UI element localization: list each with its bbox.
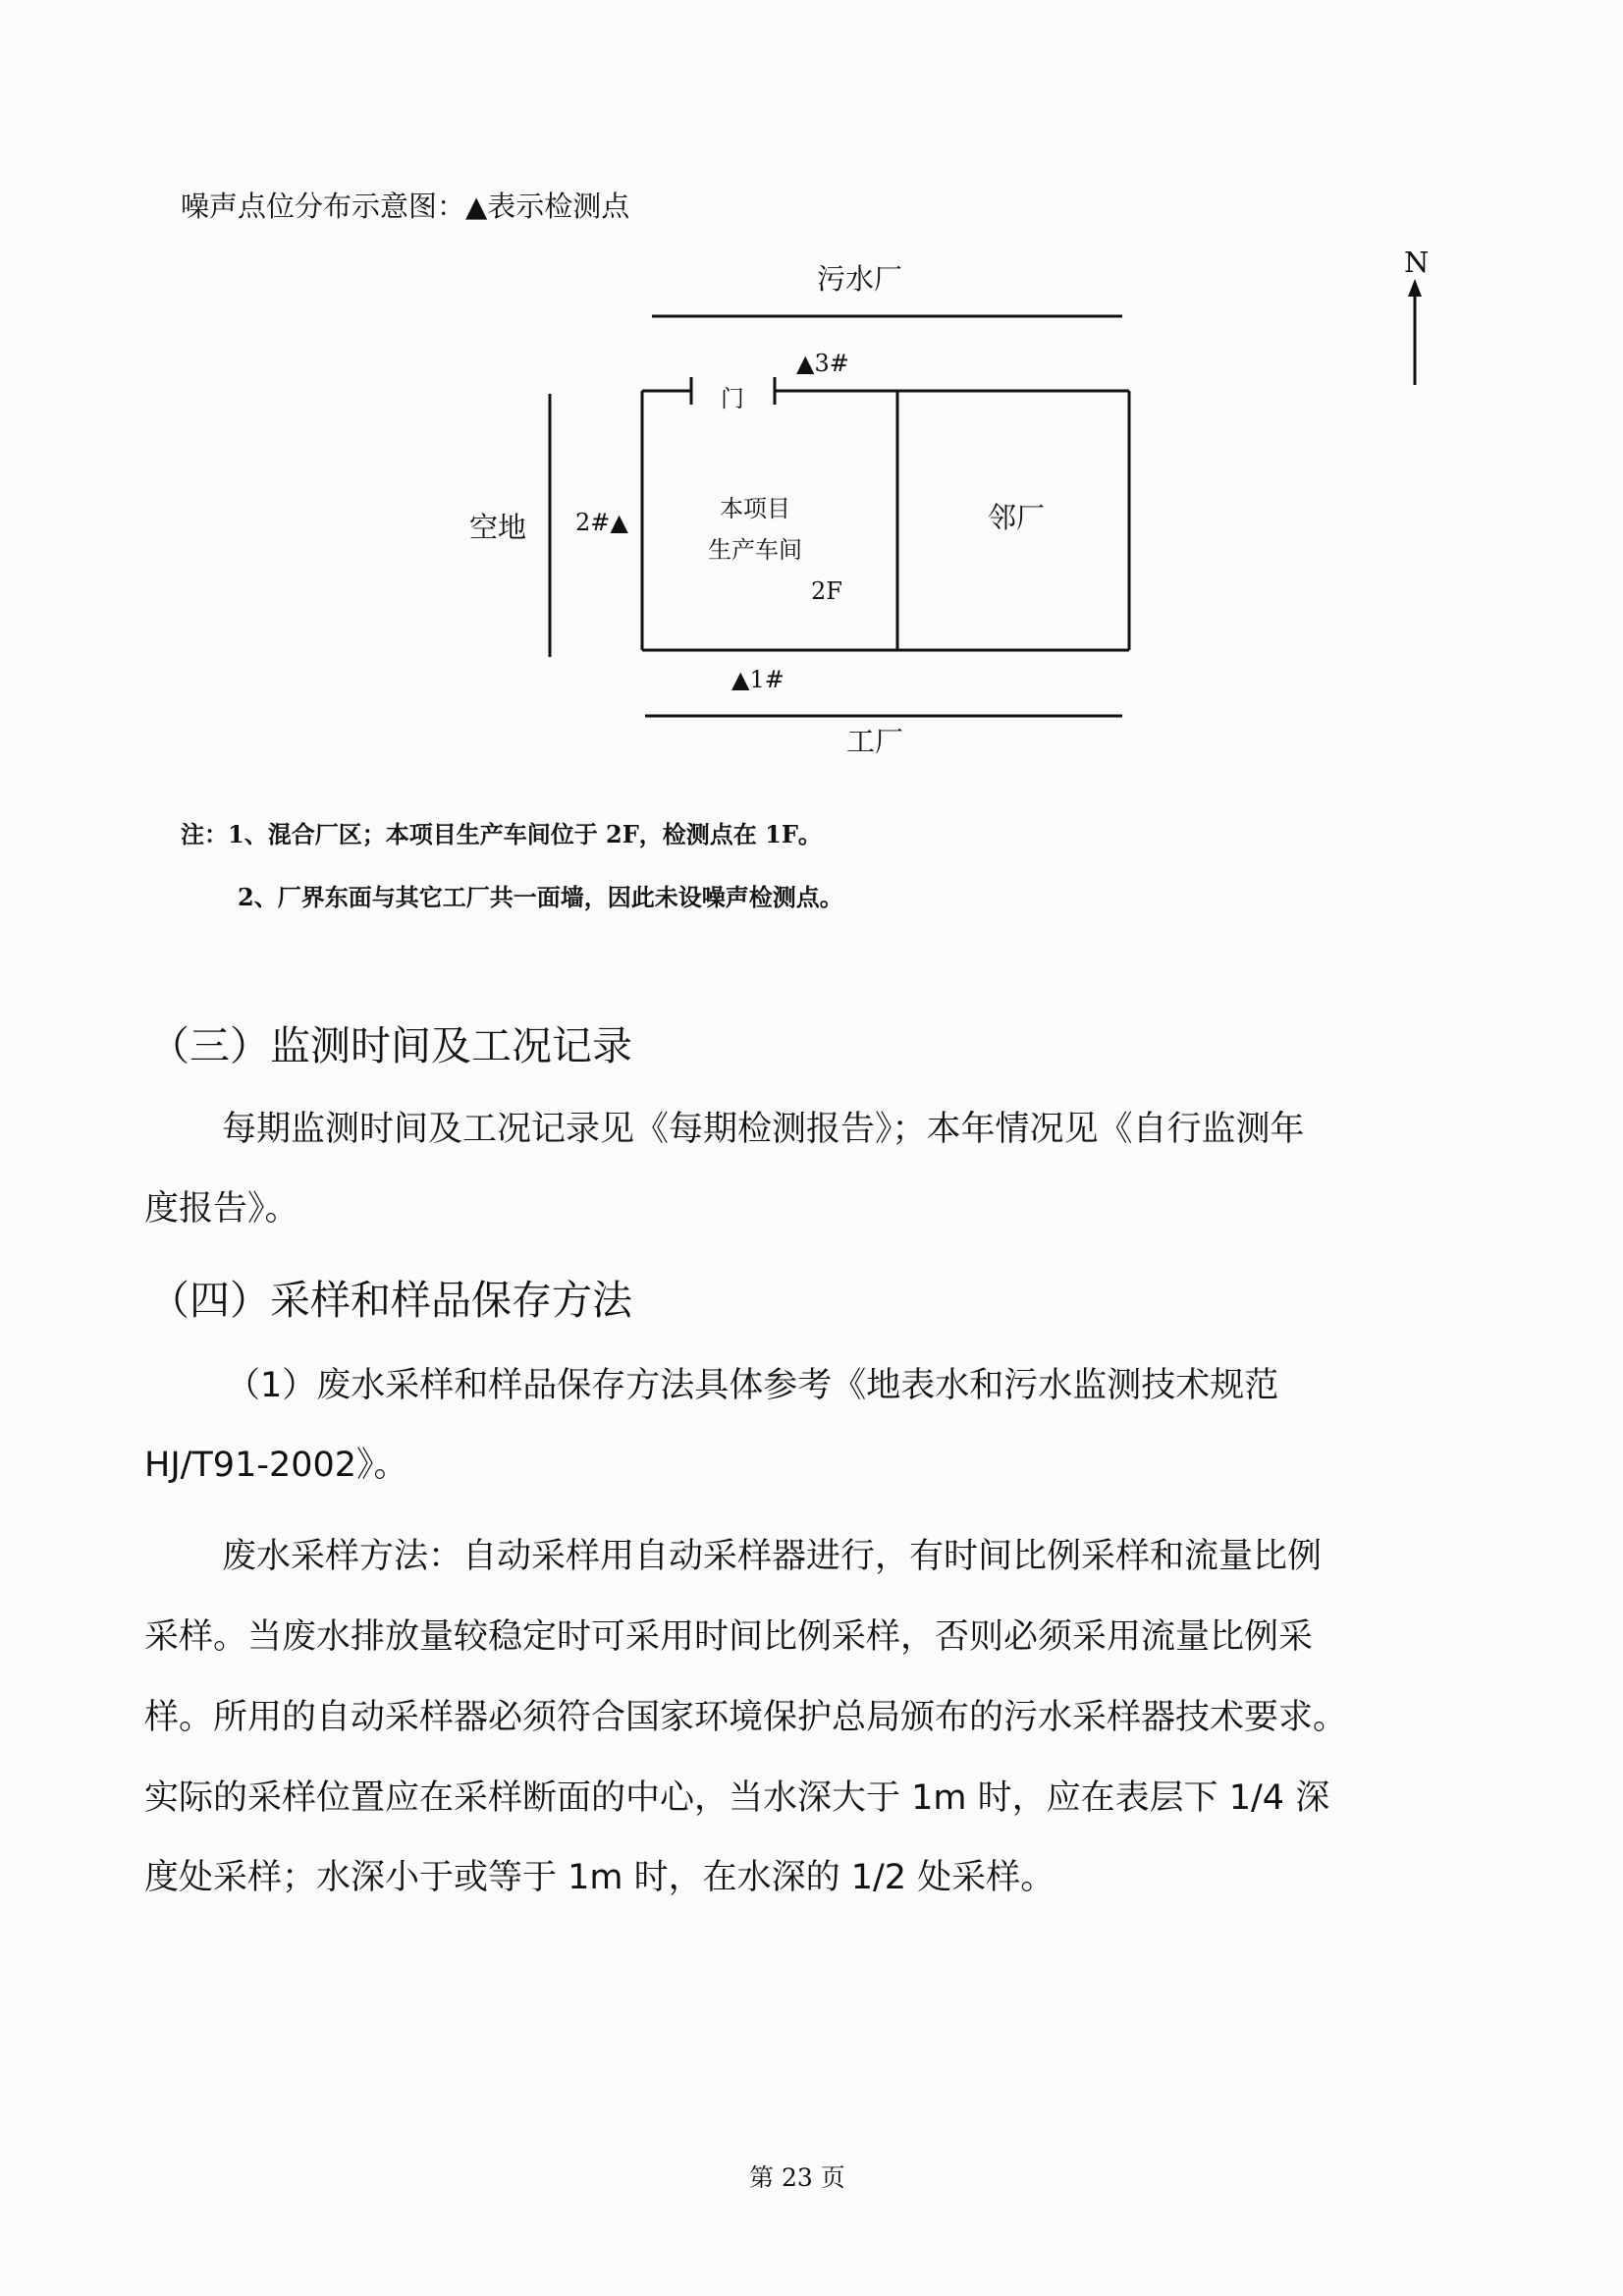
section-4-para2-line-3: 样。所用的自动采样器必须符合国家环境保护总局颁布的污水采样器技术要求。: [144, 1698, 1348, 1737]
section-3-line-1: 每期监测时间及工况记录见《每期检测报告》；本年情况见《自行监测年: [222, 1110, 1305, 1149]
workshop-label-line2: 生产车间: [708, 536, 802, 564]
neighbor-factory-label: 邻厂: [988, 501, 1046, 534]
section-4-para2-line-1: 废水采样方法：自动采样用自动采样器进行，有时间比例采样和流量比例: [222, 1537, 1323, 1576]
page-number: 第 23 页: [749, 2163, 845, 2192]
vacant-land-label: 空地: [469, 511, 527, 544]
section-4-heading: （四）采样和样品保存方法: [149, 1277, 632, 1324]
section-4-para1-line-1: （1）废水采样和样品保存方法具体参考《地表水和污水监测技术规范: [226, 1366, 1279, 1405]
section-3-line-2: 度报告》。: [144, 1189, 299, 1229]
point-2-marker: 2#▲: [575, 509, 628, 536]
factory-label: 工厂: [846, 725, 904, 758]
workshop-label-line1: 本项目: [720, 495, 790, 522]
workshop-floor-label: 2F: [811, 577, 842, 605]
section-4-para2-line-4: 实际的采样位置应在采样断面的中心，当水深大于 1m 时，应在表层下 1/4 深: [144, 1778, 1330, 1818]
gate-label: 门: [721, 385, 744, 412]
point-1-marker: ▲1#: [731, 666, 784, 693]
north-label: N: [1404, 246, 1430, 279]
section-4-para2-line-5: 度处采样；水深小于或等于 1m 时，在水深的 1/2 处采样。: [144, 1858, 1055, 1897]
note-2: 2、厂界东面与其它工厂共一面墙，因此未设噪声检测点。: [238, 883, 843, 911]
section-3-heading: （三）监测时间及工况记录: [149, 1022, 632, 1069]
section-4-para1-line-2: HJ/T91-2002》。: [144, 1446, 408, 1485]
section-4-para2-line-2: 采样。当废水排放量较稳定时可采用时间比例采样，否则必须采用流量比例采: [144, 1617, 1314, 1657]
note-1: 注：1、混合厂区；本项目生产车间位于 2F，检测点在 1F。: [181, 820, 822, 848]
sewage-plant-label: 污水厂: [817, 262, 903, 296]
diagram-caption: 噪声点位分布示意图：▲表示检测点: [181, 190, 630, 223]
point-3-marker: ▲3#: [796, 350, 849, 377]
north-arrow-head: [1408, 279, 1422, 297]
